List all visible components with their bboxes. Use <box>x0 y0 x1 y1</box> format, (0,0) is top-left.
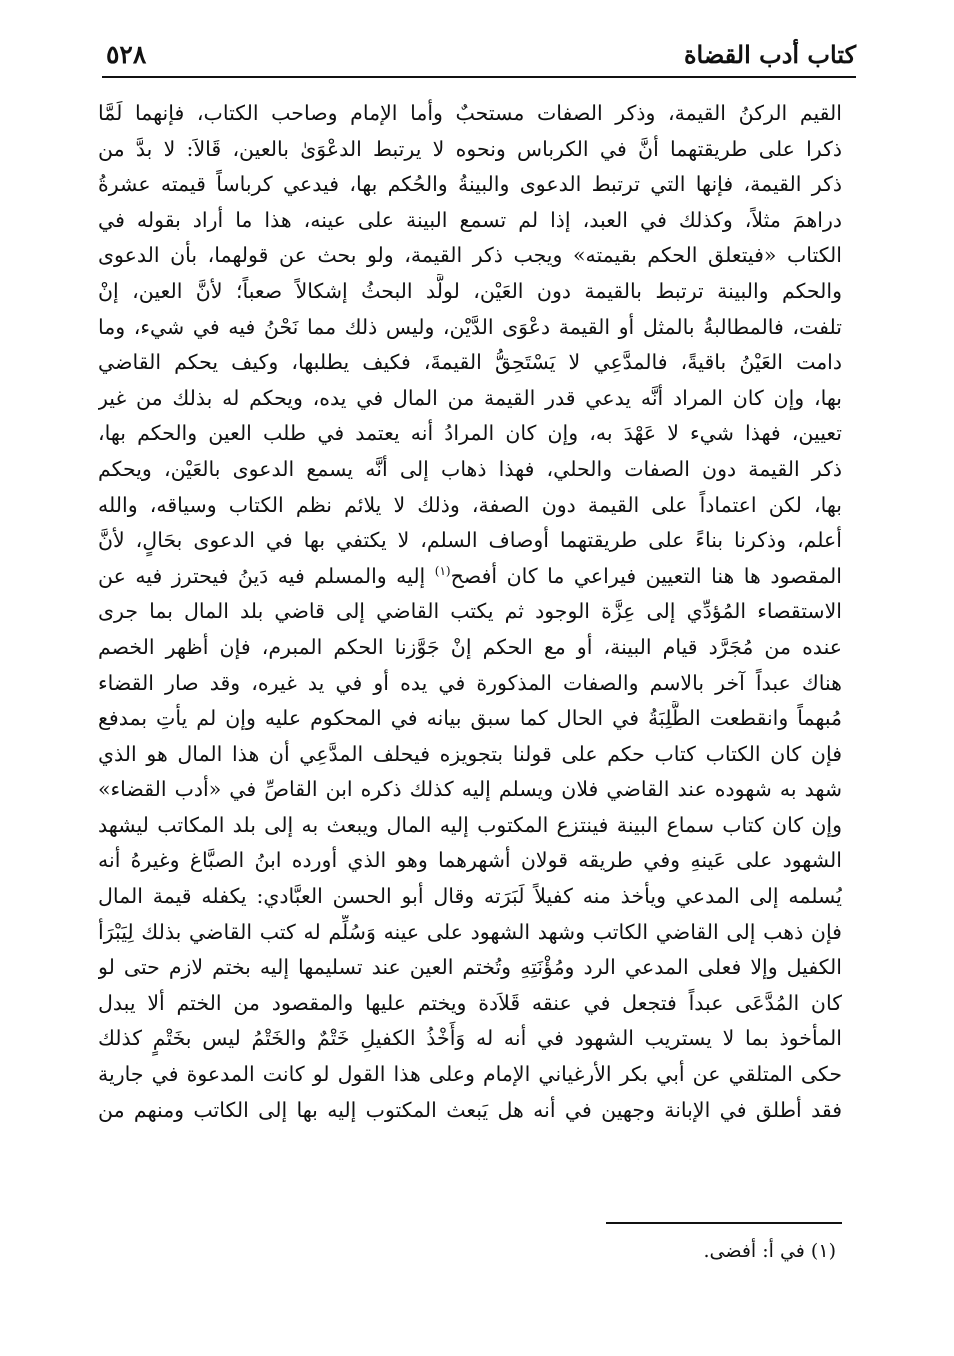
text-line: أعلم، وذكرنا بناءً على طريقتهما أوصاف السلم، لا يكتفي بها في الدعوى بحَالٍ، لأنَّ <box>98 528 842 553</box>
main-text <box>98 96 842 1128</box>
text-line: وإن كان كتاب سماع البينة فينتزع المكتوب إليه المال ويبعث به إلى بلد المكاتب ليشهد <box>98 812 842 837</box>
text-line: ذكرا على طريقتهما أنَّ في الكرباس ونحوه لا يرتبط الدعْوَىٰ بالعين، قَالاَ: لا بدَّ من <box>98 136 842 161</box>
text-line: ذكر القيمة، فإنها التي ترتبط الدعوى والبينةُ والحُكم بها، فيدعي كرباساً قيمته عشرةُ <box>98 172 842 197</box>
text-line: فقد أطلق في الإبانة وجهين في أنه هل يَبعث المكتوب إليه بها إلى الكاتب ومنهم من <box>98 1097 842 1122</box>
text-line: عنده من مُجَرَّد قيام البينة، أو مع الحكم إنْ جَوَّزنا الحكم المبرم، فإن أظهر الخصم <box>98 634 842 659</box>
text-line: والحكم والبينة ترتبط بالقيمة دون العَيْن، لولَّد البحثُ إشكالاً صعباً؛ لأنَّ العين، إنْ <box>98 278 842 303</box>
text-line: كان المُدَّعَى عبداً فتجعل في عنقه قَلاَدة ويختم عليها والمقصود من الختم ألا يبدل <box>98 990 842 1015</box>
footnote-separator <box>606 1222 842 1224</box>
header-rule <box>102 76 856 78</box>
page-number: ٥٢٨ <box>106 40 147 69</box>
text-line: القيم الركنُ القيمة، وذكر الصفات مستحبٌ وأما الإمام وصاحب الكتاب، فإنهما لَمَّا <box>98 101 842 125</box>
text-line: بها، لكن اعتماداً على القيمة دون الصفة، وذلك لا يلائم نظم الكتاب وسياقه، والله <box>98 492 842 517</box>
text-line: ذكر القيمة دون الصفات والحلي، فهذا ذهاب إلى أنَّه يسمع الدعوى بالعَيْن، ويحكم <box>98 456 842 481</box>
text-line-with-footnote-ref <box>98 559 842 595</box>
text-line: شهد به شهوده عند القاضي فلان ويسلم إليه كذلك ذكره ابن القاصِّ في «أدب القضاء» <box>98 777 842 802</box>
text-line: مُبهماً وانقطعت الطَّلِبَةُ في الحال كما سبق بيانه في المحكوم عليه وإن لم يأتِ بمدفع <box>98 706 842 731</box>
text-line: الاستقصاء المُؤدِّي إلى عِزَّة الوجود ثم يكتب القاضي إلى قاضي بلد المال بما جرى <box>98 599 842 624</box>
text-line: المأخوذ بما لا يستريب الشهود في أنه له وَأَخْذُ الكفيلِ خَتْمٌ والخَتْمُ ليس بخَتْمٍ كذلك <box>98 1026 842 1051</box>
text-line: حكى المتلقي عن أبي بكر الأرغياني الإمام وعلى هذا القول لو كانت المدعوة في جارية <box>98 1062 842 1087</box>
text-line: يُسلمه إلى المدعي ويأخذ منه كفيلاً لَبَرَته وقال أبو الحسن العبَّادي: يكفله قيمة المال <box>98 884 842 909</box>
text-line: تعيين، فهذا شيء لا عَهْدَ به، وإن كان المرادُ أنه يعتمد في طلب العين والحكم بها، <box>98 421 842 446</box>
text-line-head: المقصود ها هنا التعيين فيراعي ما كان أفصح <box>450 563 842 588</box>
text-line: دراهمَ مثلاً، وكذلك في العبد، إذا لم تسمع البينة على عينه، هذا ما أراد بقوله في <box>98 207 842 232</box>
text-line: هناك عبداً آخر بالاسم والصفات المذكورة في يده أو في يد غيره، وقد صار القضاء <box>98 670 842 695</box>
text-line: الكفيل وإلا فعلى المدعي الرد ومُؤْنَتِهِ وتُختم العين عند تسليمها إليه بختم لازم حتى لو <box>98 955 842 980</box>
text-line: دامت العَيْنُ باقيةً، فالمدَّعِي لا يَسْتَحِقُّ القيمةَ، فكيف يطلبها، وكيف يحكم القاضي <box>98 350 842 375</box>
text-line: الشهود على عَينهِ وفي طريقه قولان أشهرهما وهو الذي أورده ابنُ الصبَّاغ وغيرهُ أنه <box>98 848 842 873</box>
text-line: الكتاب «فيتعلق الحكم بقيمته» ويجب ذكر القيمة، ولو بحث عن قولهما، بأن الدعوى <box>98 243 842 268</box>
footnote: (١) في أ: أفضى. <box>703 1240 836 1262</box>
text-line: فإن ذهب إلى القاضي الكاتب وشهد الشهود على عينه وَسُلِّم له كتب القاضي بذلك لِيَبْرَأ <box>98 919 842 944</box>
footnote-reference: (١) <box>434 563 451 578</box>
text-line: بها، وإن كان المراد أنَّه يدعي قدر القيمة من المال في يده، ويحكم له بذلك من غير <box>98 385 842 410</box>
text-line-tail: إليه والمسلم فيه دَينُ فيحترز فيه عن <box>98 563 435 588</box>
text-line: فإن كان الكتاب كتاب حكم على قولنا بتجويزه فيحلف المدَّعِي أن هذا المال هو الذي <box>98 741 842 766</box>
running-header <box>102 34 856 78</box>
running-title: كتاب أدب القضاة <box>683 40 856 69</box>
text-line: تلفت، فالمطالبةُ بالمثل أو القيمة دعْوَى الدَّيْن، وليس ذلك مما نَحْنُ فيه في شيء، وما <box>98 314 842 339</box>
